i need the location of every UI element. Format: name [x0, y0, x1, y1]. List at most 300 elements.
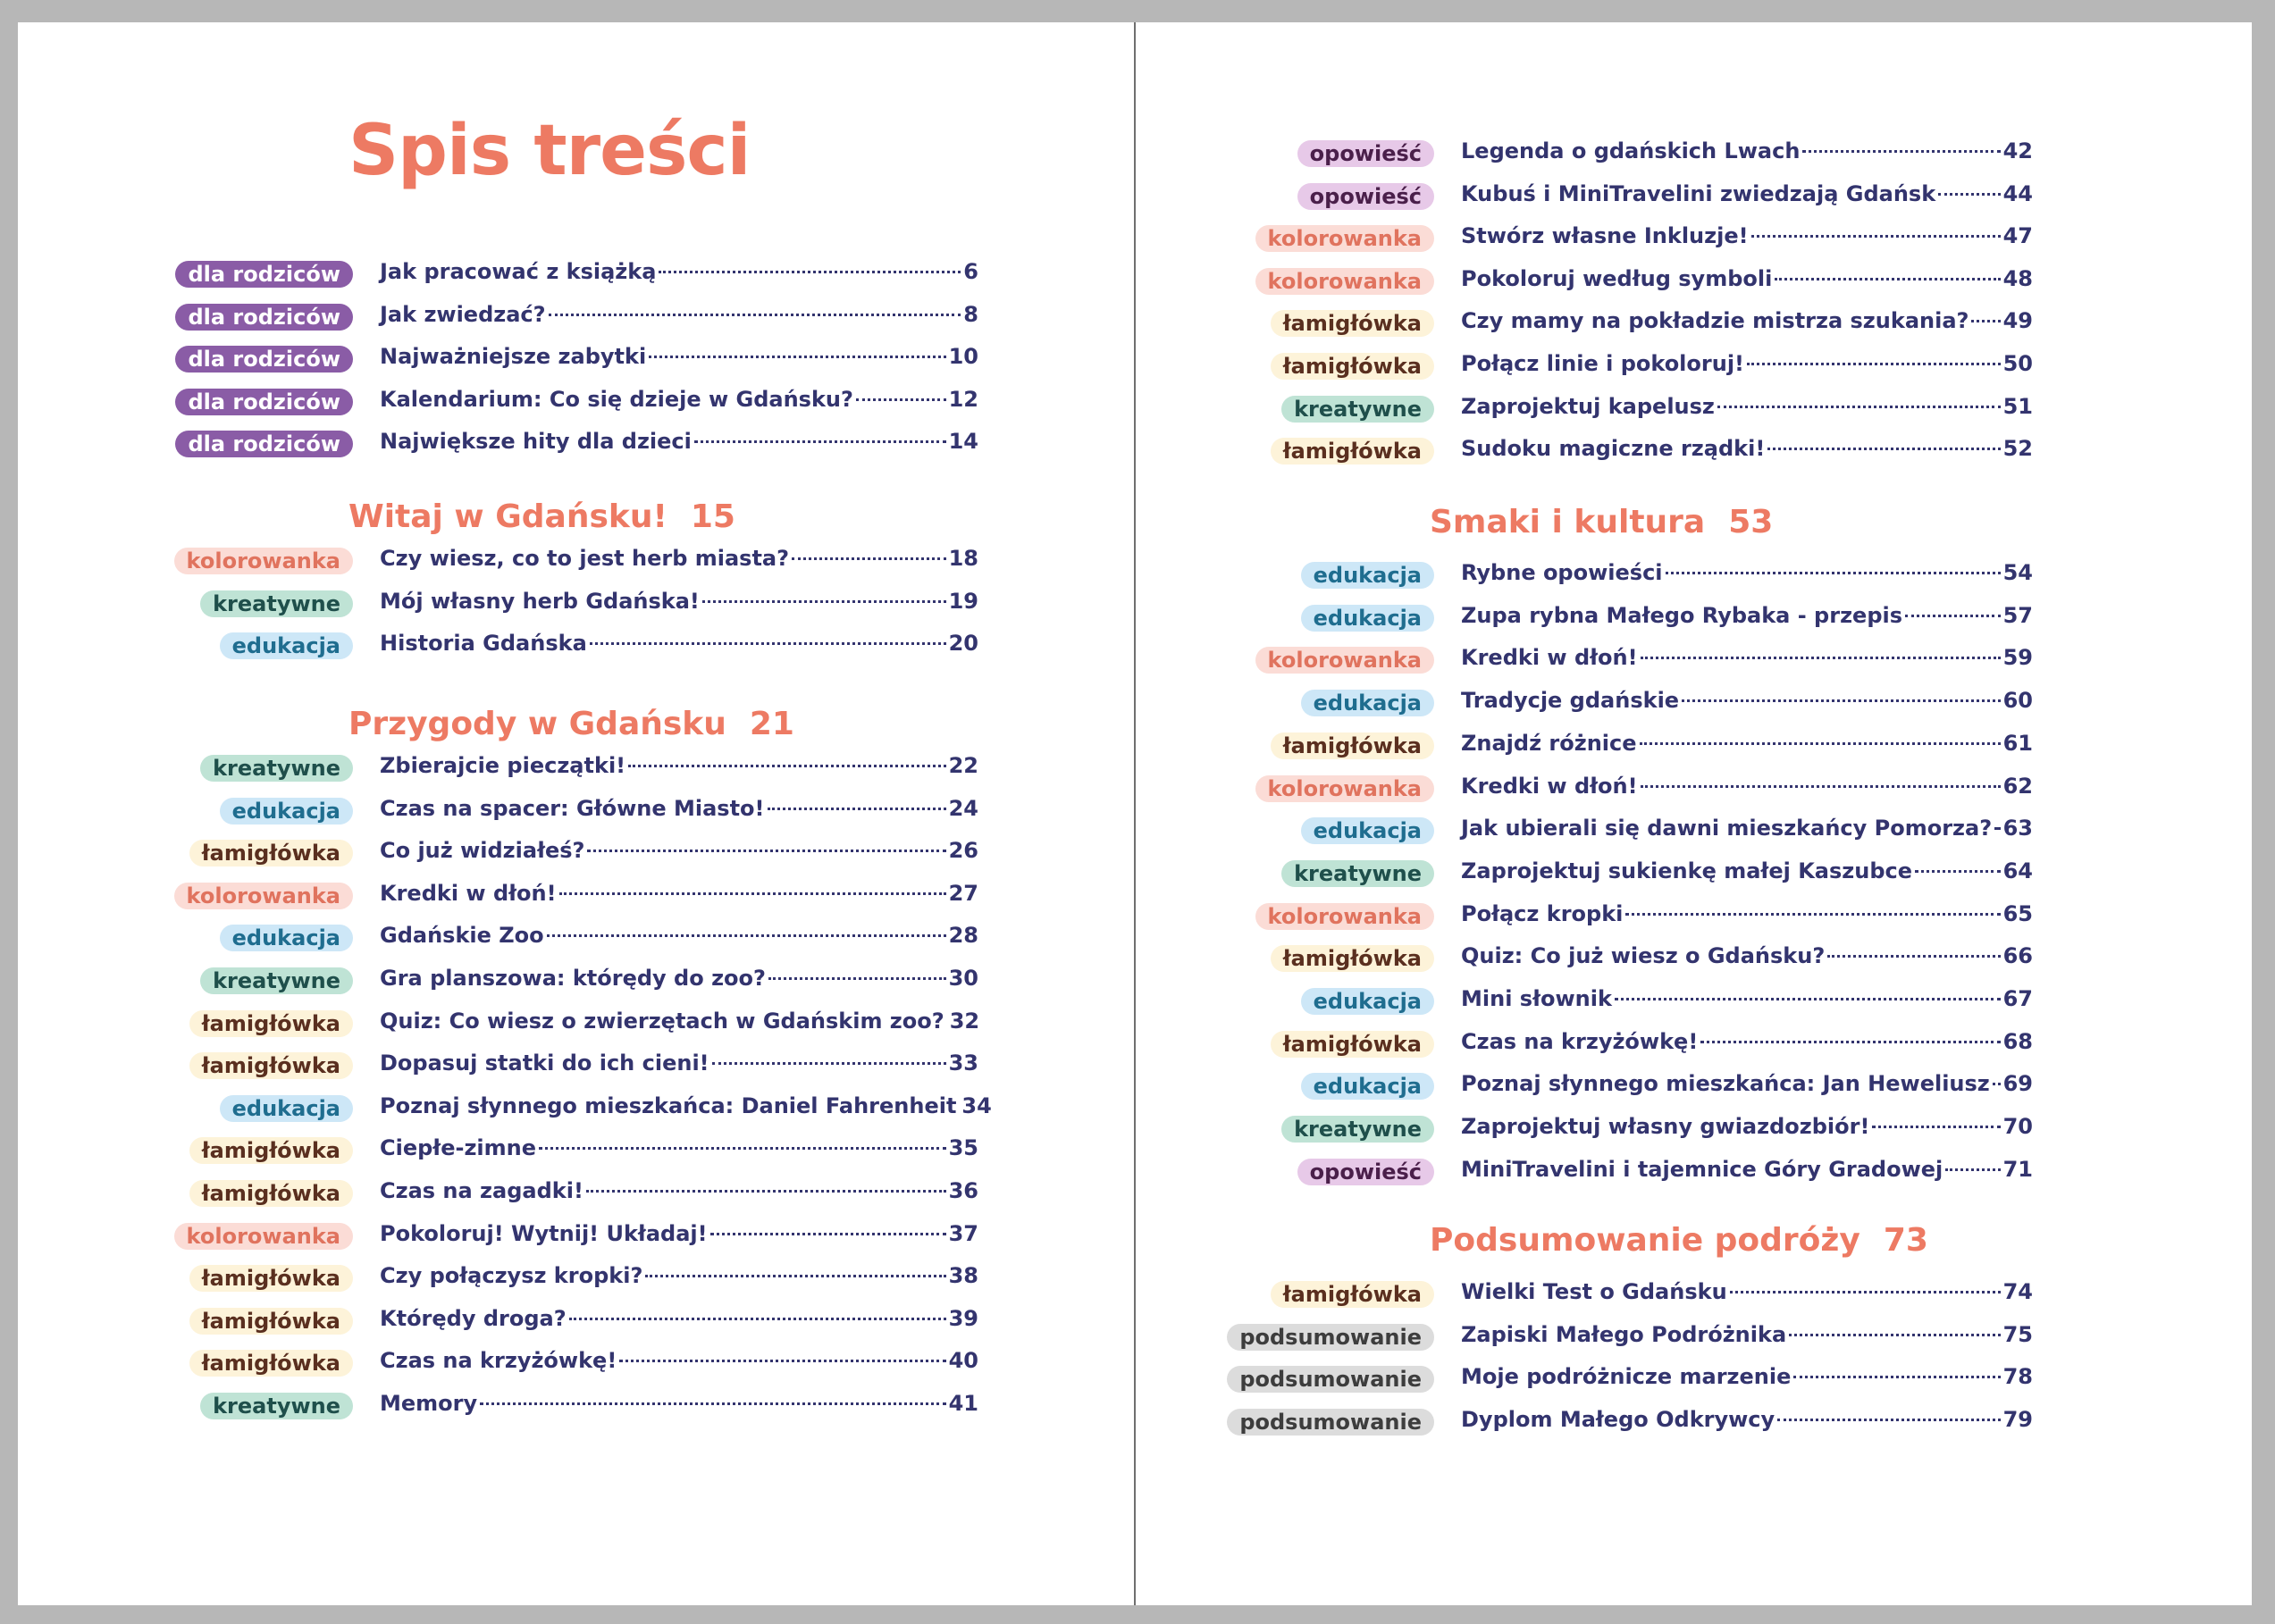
- toc-entry[interactable]: [380, 344, 978, 374]
- entry-title[interactable]: Połącz linie i pokoloruj!: [1461, 351, 1744, 376]
- dot-leader: [712, 1062, 946, 1065]
- category-badge: dla rodziców: [175, 304, 353, 331]
- category-badge: podsumowanie: [1227, 1324, 1434, 1351]
- tag-wrap: [1135, 557, 1434, 592]
- dot-leader: [628, 765, 945, 767]
- entry-title[interactable]: Ciepłe-zimne: [380, 1135, 537, 1161]
- category-badge: edukacja: [1301, 562, 1434, 589]
- tag-wrap: [18, 877, 353, 913]
- toc-entry[interactable]: [380, 259, 978, 289]
- toc-row[interactable]: [1135, 1025, 2033, 1061]
- tag-wrap: [1135, 1403, 1434, 1439]
- toc-entry[interactable]: [380, 1178, 978, 1209]
- dot-leader: [1641, 657, 2001, 659]
- entry-page-number: 50: [2002, 351, 2033, 376]
- toc-row[interactable]: [18, 627, 978, 663]
- entry-page-number: 20: [948, 631, 978, 656]
- toc-entry[interactable]: [1461, 731, 2033, 761]
- entry-title[interactable]: Pokoloruj! Wytnij! Układaj!: [380, 1220, 708, 1246]
- toc-row[interactable]: [1135, 599, 2033, 635]
- entry-page-number: 47: [2002, 223, 2033, 249]
- category-badge: opowieść: [1297, 183, 1434, 210]
- entry-page-number: 34: [961, 1092, 992, 1118]
- toc-row[interactable]: [1135, 390, 2033, 426]
- tag-wrap: [18, 1175, 353, 1210]
- toc-entry[interactable]: [380, 302, 978, 332]
- entry-page-number: 44: [2002, 180, 2033, 206]
- category-badge: łamigłówka: [189, 1265, 353, 1292]
- category-badge: kreatywne: [200, 755, 353, 782]
- toc-entry[interactable]: [1461, 1407, 2033, 1437]
- category-badge: łamigłówka: [1271, 732, 1434, 759]
- toc-entry[interactable]: [380, 966, 978, 996]
- category-badge: kreatywne: [1281, 860, 1434, 887]
- tag-wrap: [18, 255, 353, 291]
- entry-title[interactable]: Sudoku magiczne rządki!: [1461, 436, 1766, 462]
- toc-row[interactable]: [18, 1344, 978, 1380]
- entry-title[interactable]: Poznaj słynnego mieszkańca: Daniel Fahrenheit: [380, 1092, 957, 1118]
- tag-wrap: [18, 340, 353, 376]
- toc-row[interactable]: [18, 1090, 992, 1126]
- entry-title[interactable]: Czy połączysz kropki?: [380, 1263, 643, 1289]
- toc-row[interactable]: [1135, 727, 2033, 763]
- entry-page-number: 24: [948, 795, 978, 821]
- entry-title[interactable]: Zbierajcie pieczątki!: [380, 753, 626, 778]
- category-badge: dla rodziców: [175, 389, 353, 415]
- toc-row[interactable]: [18, 255, 978, 291]
- toc-row[interactable]: [1135, 1067, 2033, 1103]
- toc-entry[interactable]: [380, 429, 978, 459]
- tag-wrap: [18, 425, 353, 461]
- category-badge: kolorowanka: [1255, 775, 1434, 802]
- toc-row[interactable]: [1135, 940, 2033, 975]
- toc-row[interactable]: [18, 1387, 978, 1423]
- entry-title[interactable]: Czy wiesz, co to jest herb miasta?: [380, 546, 790, 571]
- tag-wrap: [18, 1218, 353, 1253]
- toc-row[interactable]: [1135, 1403, 2033, 1439]
- category-badge: łamigłówka: [1271, 945, 1434, 972]
- toc-entry[interactable]: [1461, 603, 2033, 633]
- tag-wrap: [1135, 770, 1434, 806]
- toc-row[interactable]: [1135, 898, 2033, 933]
- toc-entry[interactable]: [1461, 308, 2033, 339]
- entry-title[interactable]: Którędy droga?: [380, 1305, 567, 1331]
- entry-title[interactable]: Stwórz własne Inkluzje!: [1461, 223, 1749, 249]
- toc-entry[interactable]: [380, 1391, 978, 1421]
- toc-row[interactable]: [18, 585, 978, 621]
- toc-row[interactable]: [1135, 1276, 2033, 1311]
- toc-entry[interactable]: [1461, 1071, 2033, 1101]
- left-page: [18, 22, 1135, 1605]
- toc-entry[interactable]: [380, 1306, 978, 1336]
- dot-leader: [1747, 363, 2001, 365]
- entry-page-number: 39: [948, 1305, 978, 1331]
- entry-title[interactable]: Największe hity dla dzieci: [380, 429, 692, 454]
- category-badge: łamigłówka: [1271, 438, 1434, 465]
- dot-leader: [590, 642, 946, 645]
- category-badge: łamigłówka: [1271, 1031, 1434, 1058]
- toc-entry[interactable]: [380, 387, 978, 417]
- toc-row[interactable]: [18, 1218, 978, 1253]
- toc-entry[interactable]: [1461, 816, 2033, 846]
- entry-title[interactable]: Kredki w dłoń!: [1461, 645, 1638, 671]
- toc-entry[interactable]: [1461, 645, 2033, 675]
- toc-entry[interactable]: [1461, 1279, 2033, 1310]
- entry-title[interactable]: Gra planszowa: którędy do zoo?: [380, 966, 766, 991]
- toc-entry[interactable]: [380, 881, 978, 911]
- toc-entry[interactable]: [1461, 1322, 2033, 1352]
- category-badge: dla rodziców: [175, 346, 353, 373]
- category-badge: opowieść: [1297, 1159, 1434, 1185]
- toc-row[interactable]: [1135, 557, 2033, 592]
- tag-wrap: [1135, 1153, 1434, 1189]
- toc-row[interactable]: [1135, 1318, 2033, 1354]
- entry-title[interactable]: Mini słownik: [1461, 986, 1612, 1011]
- entry-page-number: 57: [2002, 602, 2033, 628]
- entry-title[interactable]: Historia Gdańska: [380, 631, 587, 656]
- toc-entry[interactable]: [380, 838, 978, 868]
- entry-page-number: 75: [2002, 1321, 2033, 1347]
- entry-title[interactable]: Kredki w dłoń!: [380, 880, 557, 906]
- entry-title[interactable]: Zapiski Małego Podróżnika: [1461, 1321, 1787, 1347]
- tag-wrap: [18, 1260, 353, 1295]
- category-badge: kreatywne: [200, 590, 353, 617]
- entry-page-number: 74: [2002, 1279, 2033, 1304]
- entry-title[interactable]: Kredki w dłoń!: [1461, 773, 1638, 799]
- toc-row[interactable]: [1135, 641, 2033, 677]
- tag-wrap: [1135, 684, 1434, 720]
- toc-row[interactable]: [1135, 684, 2033, 720]
- tag-wrap: [1135, 727, 1434, 763]
- entry-page-number: 8: [963, 301, 978, 327]
- dot-leader: [586, 1190, 946, 1193]
- entry-page-number: 67: [2002, 986, 2033, 1011]
- entry-title[interactable]: Kubuś i MiniTravelini zwiedzają Gdańsk: [1461, 180, 1936, 206]
- toc-entry[interactable]: [380, 1348, 978, 1378]
- toc-row[interactable]: [1135, 812, 2033, 848]
- toc-row[interactable]: [18, 749, 978, 785]
- entry-title[interactable]: Kalendarium: Co się dzieje w Gdańsku?: [380, 386, 853, 412]
- toc-entry[interactable]: [1461, 266, 2033, 297]
- toc-entry[interactable]: [1461, 181, 2033, 212]
- toc-row[interactable]: [1135, 432, 2033, 468]
- dot-leader: [1827, 955, 2000, 958]
- toc-row[interactable]: [1135, 1360, 2033, 1396]
- entry-page-number: 59: [2002, 645, 2033, 671]
- toc-entry[interactable]: [380, 631, 978, 661]
- toc-row[interactable]: [18, 425, 978, 461]
- toc-entry[interactable]: [380, 796, 978, 826]
- toc-entry[interactable]: [380, 589, 978, 619]
- toc-row[interactable]: [1135, 770, 2033, 806]
- toc-entry[interactable]: [1461, 901, 2033, 932]
- dot-leader: [710, 1233, 946, 1235]
- entry-page-number: 65: [2002, 900, 2033, 926]
- dot-leader: [539, 1147, 946, 1150]
- toc-row[interactable]: [1135, 347, 2033, 383]
- category-badge: łamigłówka: [189, 1180, 353, 1207]
- toc-row[interactable]: [1135, 178, 2033, 213]
- toc-entry[interactable]: [1461, 1029, 2033, 1059]
- dot-leader: [856, 398, 946, 401]
- entry-page-number: 35: [948, 1135, 978, 1161]
- toc-entry[interactable]: [1461, 688, 2033, 718]
- entry-page-number: 51: [2002, 393, 2033, 419]
- tag-wrap: [18, 1090, 353, 1126]
- entry-title[interactable]: Legenda o gdańskich Lwach: [1461, 138, 1801, 163]
- toc-entry[interactable]: [1461, 986, 2033, 1017]
- toc-row[interactable]: [1135, 305, 2033, 340]
- toc-entry[interactable]: [380, 923, 978, 953]
- entry-title[interactable]: MiniTravelini i tajemnice Góry Gradowej: [1461, 1156, 1943, 1182]
- tag-wrap: [18, 1132, 353, 1168]
- toc-entry[interactable]: [380, 753, 978, 783]
- entry-title[interactable]: Gdańskie Zoo: [380, 923, 544, 949]
- page-title: Spis treści: [348, 111, 751, 191]
- entry-title[interactable]: Moje podróżnicze marzenie: [1461, 1364, 1792, 1390]
- tag-wrap: [1135, 1276, 1434, 1311]
- entry-title[interactable]: Najważniejsze zabytki: [380, 344, 647, 369]
- entry-page-number: 62: [2002, 773, 2033, 799]
- tag-wrap: [18, 1387, 353, 1423]
- category-badge: łamigłówka: [189, 1010, 353, 1037]
- tag-wrap: [18, 542, 353, 578]
- dot-leader: [569, 1318, 946, 1320]
- dot-leader: [587, 850, 945, 852]
- toc-entry[interactable]: [380, 1263, 978, 1293]
- toc-row[interactable]: [18, 383, 978, 419]
- category-badge: dla rodziców: [175, 431, 353, 457]
- toc-row[interactable]: [18, 834, 978, 870]
- tag-wrap: [18, 585, 353, 621]
- entry-title[interactable]: Rybne opowieści: [1461, 560, 1663, 585]
- category-badge: edukacja: [1301, 817, 1434, 844]
- toc-entry[interactable]: [1461, 394, 2033, 424]
- category-badge: kreatywne: [200, 1393, 353, 1419]
- toc-entry[interactable]: [380, 1221, 978, 1251]
- toc-row[interactable]: [18, 1260, 978, 1295]
- entry-page-number: 14: [948, 429, 978, 454]
- category-badge: łamigłówka: [189, 1052, 353, 1079]
- dot-leader: [1872, 1126, 2000, 1128]
- toc-entry[interactable]: [1461, 138, 2033, 169]
- dot-leader: [480, 1402, 945, 1405]
- category-badge: edukacja: [220, 925, 353, 951]
- entry-title[interactable]: Tradycje gdańskie: [1461, 688, 1680, 714]
- entry-title[interactable]: Memory: [380, 1391, 478, 1416]
- dot-leader: [645, 1275, 945, 1277]
- toc-entry[interactable]: [1461, 858, 2033, 889]
- entry-page-number: 26: [948, 838, 978, 864]
- toc-row[interactable]: [18, 919, 978, 955]
- category-badge: łamigłówka: [1271, 353, 1434, 380]
- toc-entry[interactable]: [1461, 943, 2033, 974]
- toc-entry[interactable]: [1461, 1114, 2033, 1144]
- toc-entry[interactable]: [1461, 774, 2033, 804]
- entry-title[interactable]: Czy mamy na pokładzie mistrza szukania?: [1461, 308, 1969, 334]
- tag-wrap: [1135, 390, 1434, 426]
- toc-entry[interactable]: [1461, 223, 2033, 254]
- category-badge: edukacja: [220, 798, 353, 825]
- section-page-number: 15: [690, 498, 735, 535]
- category-badge: opowieść: [1297, 140, 1434, 167]
- dot-leader: [1751, 235, 2001, 238]
- toc-entry[interactable]: [1461, 436, 2033, 466]
- dot-leader: [1767, 448, 2000, 450]
- toc-row[interactable]: [18, 542, 978, 578]
- entry-title[interactable]: Znajdź różnice: [1461, 730, 1637, 756]
- entry-title[interactable]: Jak zwiedzać?: [380, 301, 546, 327]
- entry-title[interactable]: Dopasuj statki do ich cieni!: [380, 1051, 709, 1076]
- entry-page-number: 28: [948, 923, 978, 949]
- entry-title[interactable]: Czas na zagadki!: [380, 1178, 583, 1203]
- tag-wrap: [1135, 220, 1434, 255]
- toc-row[interactable]: [18, 1132, 978, 1168]
- toc-row[interactable]: [1135, 1153, 2033, 1189]
- entry-title[interactable]: Zaprojektuj kapelusz: [1461, 393, 1715, 419]
- entry-title[interactable]: Poznaj słynnego mieszkańca: Jan Heweliusz: [1461, 1071, 1990, 1097]
- entry-page-number: 22: [948, 753, 978, 778]
- dot-leader: [694, 440, 946, 443]
- entry-page-number: 6: [963, 259, 978, 284]
- tag-wrap: [1135, 263, 1434, 298]
- section-heading: [1430, 1222, 1928, 1259]
- toc-row[interactable]: [18, 340, 978, 376]
- tag-wrap: [1135, 1318, 1434, 1354]
- entry-title[interactable]: Co już widziałeś?: [380, 838, 585, 864]
- entry-page-number: 19: [948, 588, 978, 614]
- dot-leader: [768, 977, 946, 980]
- dot-leader: [1682, 699, 2001, 702]
- toc-row[interactable]: [1135, 220, 2033, 255]
- section-title: Smaki i kultura: [1430, 504, 1706, 540]
- dot-leader: [549, 314, 961, 316]
- category-badge: łamigłówka: [189, 840, 353, 866]
- entry-title[interactable]: Quiz: Co wiesz o zwierzętach w Gdańskim zoo?: [380, 1008, 944, 1034]
- toc-entry[interactable]: [380, 1092, 992, 1124]
- toc-entry[interactable]: [380, 1135, 978, 1166]
- entry-page-number: 61: [2002, 730, 2033, 756]
- toc-row[interactable]: [18, 1047, 978, 1083]
- entry-title[interactable]: Czas na krzyżówkę!: [1461, 1028, 1699, 1054]
- tag-wrap: [1135, 1067, 1434, 1103]
- category-badge: kolorowanka: [1255, 903, 1434, 930]
- entry-page-number: 70: [2002, 1114, 2033, 1140]
- entry-title[interactable]: Czas na spacer: Główne Miasto!: [380, 795, 765, 821]
- entry-page-number: 54: [2002, 560, 2033, 585]
- entry-title[interactable]: Jak pracować z książką: [380, 259, 657, 284]
- dot-leader: [1793, 1376, 2000, 1378]
- toc-row[interactable]: [18, 298, 978, 334]
- toc-entry[interactable]: [380, 1009, 978, 1039]
- tag-wrap: [1135, 1360, 1434, 1396]
- category-badge: kolorowanka: [1255, 268, 1434, 295]
- entry-title[interactable]: Połącz kropki: [1461, 900, 1624, 926]
- category-badge: podsumowanie: [1227, 1409, 1434, 1436]
- toc-entry[interactable]: [380, 1051, 978, 1081]
- entry-page-number: 38: [948, 1263, 978, 1289]
- entry-page-number: 78: [2002, 1364, 2033, 1390]
- toc-row[interactable]: [18, 1302, 978, 1338]
- toc-row[interactable]: [1135, 855, 2033, 891]
- section-heading: [348, 498, 735, 535]
- dot-leader: [1625, 913, 2000, 916]
- entry-title[interactable]: Quiz: Co już wiesz o Gdańsku?: [1461, 943, 1826, 969]
- toc-row[interactable]: [1135, 983, 2033, 1018]
- category-badge: łamigłówka: [1271, 1281, 1434, 1308]
- toc-row[interactable]: [18, 792, 978, 828]
- toc-entry[interactable]: [1461, 351, 2033, 381]
- toc-row[interactable]: [18, 1175, 978, 1210]
- entry-title[interactable]: Zupa rybna Małego Rybaka - przepis: [1461, 602, 1903, 628]
- toc-entry[interactable]: [380, 546, 978, 576]
- category-badge: dla rodziców: [175, 261, 353, 288]
- toc-row[interactable]: [18, 962, 978, 998]
- dot-leader: [1615, 998, 2001, 1000]
- dot-leader: [1717, 406, 2001, 408]
- tag-wrap: [1135, 178, 1434, 213]
- section-title: Przygody w Gdańsku: [348, 706, 726, 742]
- category-badge: łamigłówka: [1271, 310, 1434, 337]
- entry-page-number: 48: [2002, 265, 2033, 291]
- toc-row[interactable]: [1135, 1110, 2033, 1146]
- toc-row[interactable]: [1135, 263, 2033, 298]
- toc-entry[interactable]: [1461, 1364, 2033, 1394]
- toc-row[interactable]: [1135, 135, 2033, 171]
- entry-title[interactable]: Dyplom Małego Odkrywcy: [1461, 1407, 1776, 1433]
- dot-leader: [619, 1360, 945, 1362]
- dot-leader: [702, 600, 946, 603]
- tag-wrap: [18, 1302, 353, 1338]
- tag-wrap: [1135, 432, 1434, 468]
- dot-leader: [1777, 1419, 2000, 1421]
- entry-page-number: 10: [948, 344, 978, 369]
- entry-title[interactable]: Pokoloruj według symboli: [1461, 265, 1773, 291]
- entry-title[interactable]: Czas na krzyżówkę!: [380, 1348, 617, 1374]
- category-badge: edukacja: [1301, 690, 1434, 716]
- entry-page-number: 40: [948, 1348, 978, 1374]
- tag-wrap: [18, 792, 353, 828]
- tag-wrap: [1135, 599, 1434, 635]
- dot-leader: [1730, 1291, 2001, 1293]
- entry-title[interactable]: Zaprojektuj sukienkę małej Kaszubce: [1461, 858, 1913, 883]
- entry-title[interactable]: Jak ubierali się dawni mieszkańcy Pomorza?: [1461, 816, 1993, 841]
- entry-page-number: 30: [948, 966, 978, 991]
- category-badge: kolorowanka: [174, 1223, 353, 1250]
- entry-page-number: 63: [2002, 816, 2033, 841]
- toc-row[interactable]: [18, 1005, 978, 1041]
- entry-page-number: 42: [2002, 138, 2033, 163]
- toc-entry[interactable]: [1461, 1157, 2033, 1187]
- tag-wrap: [1135, 135, 1434, 171]
- category-badge: podsumowanie: [1227, 1366, 1434, 1393]
- section-heading: [348, 708, 794, 741]
- entry-title[interactable]: Zaprojektuj własny gwiazdozbiór!: [1461, 1114, 1870, 1140]
- entry-title[interactable]: Wielki Test o Gdańsku: [1461, 1279, 1727, 1304]
- section-page-number: 53: [1728, 504, 1774, 540]
- category-badge: edukacja: [220, 632, 353, 659]
- tag-wrap: [1135, 347, 1434, 383]
- entry-page-number: 41: [948, 1391, 978, 1416]
- entry-title[interactable]: Mój własny herb Gdańska!: [380, 588, 700, 614]
- entry-page-number: 37: [948, 1220, 978, 1246]
- entry-page-number: 71: [2002, 1156, 2033, 1182]
- dot-leader: [1938, 193, 2000, 196]
- toc-entry[interactable]: [1461, 560, 2033, 590]
- toc-row[interactable]: [18, 877, 978, 913]
- category-badge: kolorowanka: [174, 548, 353, 574]
- entry-page-number: 32: [949, 1008, 980, 1034]
